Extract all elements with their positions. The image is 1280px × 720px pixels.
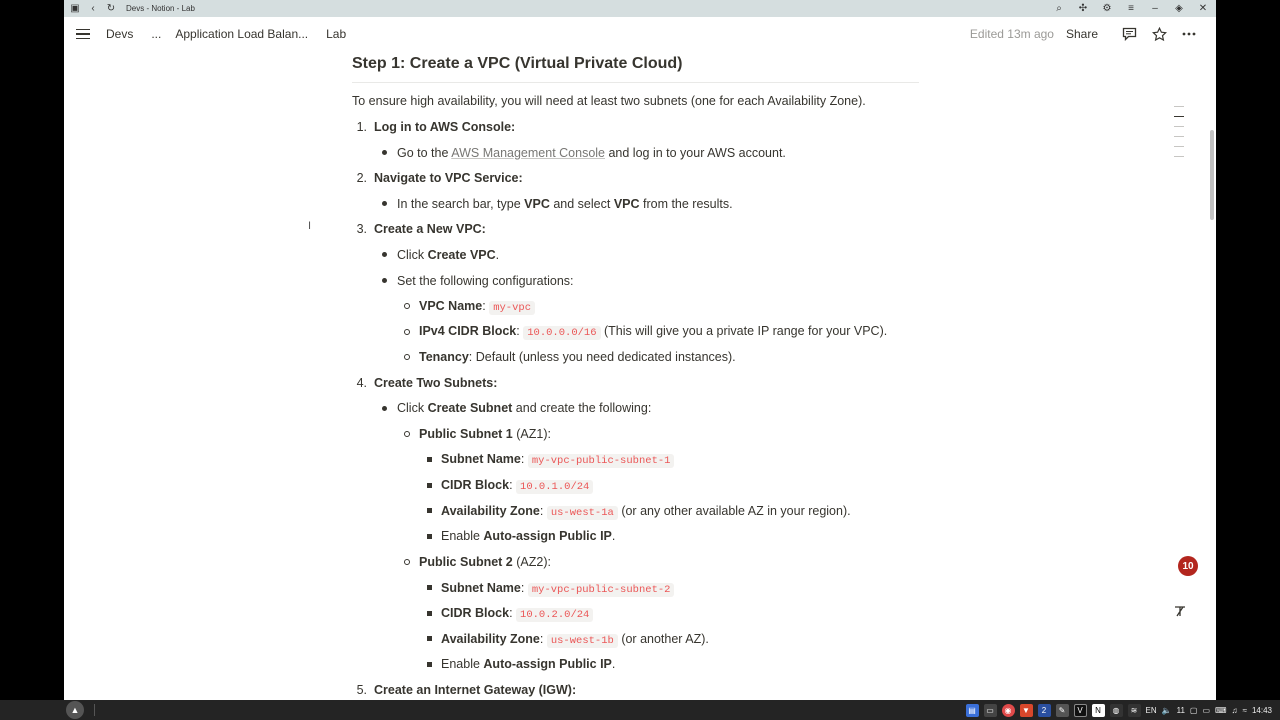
code-subnet-1-az: us-west-1a [547, 506, 618, 520]
square-bullet [427, 457, 432, 462]
keyboard-icon[interactable]: ⌨ [1215, 705, 1227, 715]
outline-mark[interactable] [1174, 126, 1184, 127]
step-5-title: Create an Internet Gateway (IGW): [374, 683, 577, 697]
step-5-number: 5. [356, 683, 367, 697]
window-title: Devs - Notion - Lab [126, 4, 195, 13]
star-icon[interactable] [1146, 21, 1172, 47]
bullet [382, 252, 387, 257]
brave-app-icon[interactable]: ▼ [1020, 704, 1033, 717]
subnet-2-enable-line: Enable Auto-assign Public IP. [441, 657, 616, 671]
outline-mark[interactable] [1174, 106, 1184, 107]
editor-app-icon[interactable]: ✎ [1056, 704, 1069, 717]
outline-mark[interactable] [1174, 156, 1184, 157]
subnet-1-enable-line: Enable Auto-assign Public IP. [441, 529, 616, 543]
square-bullet [427, 636, 432, 641]
step-4-title: Create Two Subnets: [374, 376, 498, 390]
vpn-icon[interactable]: ◍ [1110, 704, 1123, 717]
os-taskbar [0, 700, 1280, 720]
outline-mark[interactable] [1174, 146, 1184, 147]
step-3-bullet-1: Click Create VPC. [397, 248, 500, 262]
square-bullet [427, 534, 432, 539]
edited-timestamp: Edited 13m ago [969, 27, 1054, 41]
close-button[interactable]: ✕ [1198, 3, 1208, 14]
maximize-button[interactable]: ◈ [1175, 3, 1183, 14]
bullet [382, 278, 387, 283]
step-2-number: 2. [356, 171, 367, 185]
square-bullet [427, 508, 432, 513]
subnet-1-name-line: Subnet Name: my-vpc-public-subnet-1 [441, 451, 674, 469]
notion-topbar [64, 17, 1216, 51]
section-heading: Step 1: Create a VPC (Virtual Private Cloud) [352, 55, 683, 72]
back-icon[interactable]: ‹ [91, 3, 95, 14]
step-2-title: Navigate to VPC Service: [374, 171, 523, 185]
wifi-icon[interactable]: ≈ [1242, 705, 1247, 715]
notion-taskbar-icon[interactable]: N [1092, 704, 1105, 717]
app-icon-2[interactable]: 2 [1038, 704, 1051, 717]
extension-icon[interactable]: ✣ [1078, 3, 1088, 14]
circle-bullet [404, 303, 410, 309]
bullet [382, 406, 387, 411]
minimize-button[interactable]: – [1152, 3, 1158, 14]
step-3-number: 3. [356, 222, 367, 236]
circle-bullet [404, 559, 410, 565]
clipboard-icon[interactable]: ▢ [1189, 705, 1198, 715]
code-subnet-2-cidr: 10.0.2.0/24 [516, 608, 593, 622]
breadcrumb-lab[interactable]: Lab [326, 27, 347, 41]
clock[interactable]: 14:43 [1251, 705, 1272, 715]
outline-mark[interactable] [1174, 136, 1184, 137]
intro-text: To ensure high availability, you will need at least two subnets (one for each Availability Zone). [352, 94, 866, 108]
subnet-2-az-line: Availability Zone: us-west-1b (or another AZ). [441, 632, 709, 647]
code-subnet-2-name: my-vpc-public-subnet-2 [528, 583, 675, 597]
step-3-title: Create a New VPC: [374, 222, 486, 236]
step-1-number: 1. [356, 120, 367, 134]
public-subnet-2-line: Public Subnet 2 (AZ2): [419, 555, 551, 569]
start-menu-icon[interactable]: ▲ [66, 701, 84, 719]
step-4-number: 4. [356, 376, 367, 390]
square-bullet [427, 483, 432, 488]
notion-app-icon: ▣ [70, 3, 80, 14]
more-options-icon[interactable] [1176, 21, 1202, 47]
cidr-line: IPv4 CIDR Block: 10.0.0.0/16 (This will give you a private IP range for your VPC). [419, 324, 888, 339]
step-1-bullet: Go to the AWS Management Console and log in to your AWS account. [397, 146, 786, 160]
code-cidr: 10.0.0.0/16 [523, 326, 600, 340]
volume-icon[interactable]: 🔈 [1161, 705, 1172, 715]
ai-helper-icon[interactable] [1170, 601, 1190, 621]
subnet-2-name-line: Subnet Name: my-vpc-public-subnet-2 [441, 580, 674, 598]
vpc-name-line: VPC Name: my-vpc [419, 298, 535, 316]
square-bullet [427, 662, 432, 667]
system-tray [966, 700, 1273, 720]
heading-divider [352, 82, 919, 83]
bullet [382, 150, 387, 155]
music-icon[interactable]: ♫ [1231, 705, 1238, 715]
step-2-bullet: In the search bar, type VPC and select VPC from the results. [397, 197, 733, 211]
network-icon[interactable]: ≋ [1128, 704, 1141, 717]
reload-icon[interactable]: ↻ [106, 3, 116, 14]
square-bullet [427, 585, 432, 590]
step-1-title: Log in to AWS Console: [374, 120, 516, 134]
circle-bullet [404, 329, 410, 335]
breadcrumb-ellipsis[interactable]: ... [151, 27, 162, 41]
subnet-1-cidr-line: CIDR Block: 10.0.1.0/24 [441, 477, 593, 495]
breadcrumb-alb[interactable]: Application Load Balan... [175, 27, 309, 41]
vscode-app-icon[interactable]: V [1074, 704, 1087, 717]
public-subnet-1-line: Public Subnet 1 (AZ1): [419, 427, 551, 441]
tenancy-line: Tenancy: Default (unless you need dedicated instances). [419, 350, 736, 364]
circle-bullet [404, 354, 410, 360]
share-button[interactable]: Share [1065, 27, 1098, 41]
language-indicator[interactable]: EN [1145, 705, 1157, 715]
text-cursor-icon: I [308, 220, 312, 232]
vertical-scrollbar[interactable] [1210, 130, 1214, 220]
square-bullet [427, 611, 432, 616]
circle-bullet [404, 431, 410, 437]
code-vpc-name: my-vpc [489, 301, 535, 315]
zoom-icon[interactable]: ⌕ [1056, 3, 1062, 14]
aws-console-link[interactable]: AWS Management Console [451, 146, 605, 160]
bullet [382, 201, 387, 206]
code-subnet-1-name: my-vpc-public-subnet-1 [528, 454, 675, 468]
volume-level: 11 [1176, 705, 1185, 715]
code-subnet-2-az: us-west-1b [547, 634, 618, 648]
breadcrumb-devs[interactable]: Devs [106, 27, 134, 41]
puzzle-icon[interactable]: ⚙ [1102, 3, 1112, 14]
page-content [64, 51, 1216, 700]
notification-badge[interactable]: 10 [1178, 556, 1198, 576]
step-3-bullet-2: Set the following configurations: [397, 274, 574, 288]
window-titlebar [64, 0, 1216, 17]
notion-window [64, 0, 1216, 700]
comment-icon[interactable] [1116, 21, 1142, 47]
files-app-icon[interactable]: ▤ [966, 704, 979, 717]
terminal-app-icon[interactable]: ▭ [984, 704, 997, 717]
outline-mark-active[interactable] [1174, 116, 1184, 117]
battery-icon[interactable]: ▭ [1202, 705, 1211, 715]
taskbar-divider [94, 704, 95, 716]
subnet-2-cidr-line: CIDR Block: 10.0.2.0/24 [441, 605, 593, 623]
step-4-bullet: Click Create Subnet and create the following: [397, 401, 652, 415]
page-outline[interactable] [1174, 106, 1186, 166]
subnet-1-az-line: Availability Zone: us-west-1a (or any other available AZ in your region). [441, 504, 851, 519]
hamburger-icon[interactable]: ≡ [1128, 3, 1134, 14]
code-subnet-1-cidr: 10.0.1.0/24 [516, 480, 593, 494]
browser-app-icon[interactable]: ◉ [1002, 704, 1015, 717]
sidebar-toggle-icon[interactable] [74, 25, 92, 43]
